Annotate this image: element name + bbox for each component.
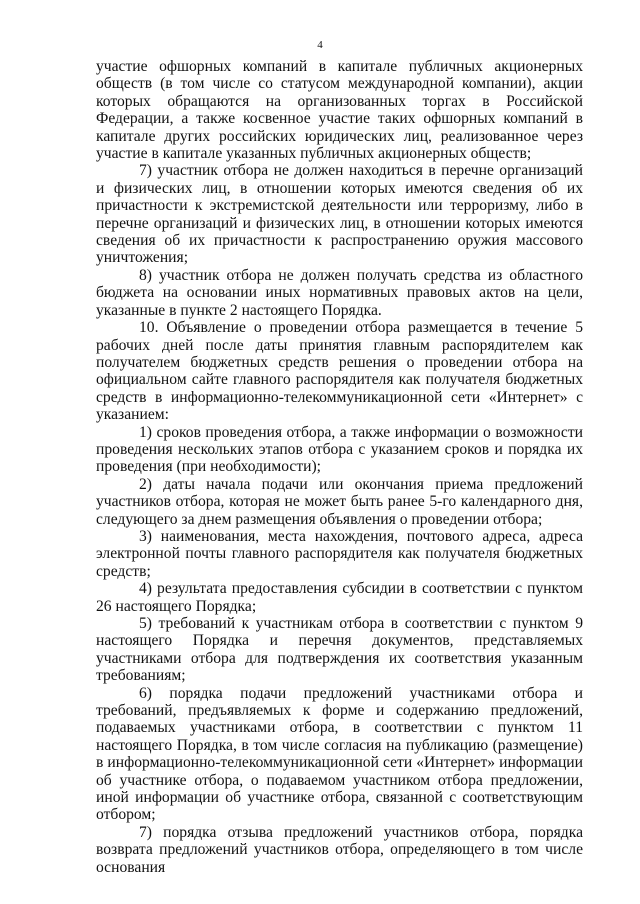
paragraph-section-10-announcement: 10. Объявление о проведении отбора размещается в течение 5 рабочих дней после даты принятия главным распорядителем как получателем бюджетных средств решения о проведении отбора на официальном сайте главного распорядителя как получателя бюджетных средств в информационно-телекоммуникационной сети «Интернет» с указанием: (96, 319, 583, 424)
document-body (96, 58, 583, 876)
paragraph-item-2-dates: 2) даты начала подачи или окончания приема предложений участников отбора, которая не может быть ранее 5-го календарного дня, следующего за днем размещения объявления о проведении отбора; (96, 475, 583, 528)
paragraph-item-1-timing: 1) сроков проведения отбора, а также информации о возможности проведения нескольких этапов отбора с указанием сроков и порядка их проведения (при необходимости); (96, 423, 583, 476)
page-number: 4 (317, 39, 323, 51)
paragraph-item-7-extremism-list: 7) участник отбора не должен находиться в перечне организаций и физических лиц, в отношении которых имеются сведения об их причастности к экстремистской деятельности или терроризму, либо в перечне организаций и физических лиц, в отношении которых имеются сведения об их причастности к распространению оружия массового уничтожения; (96, 162, 583, 267)
paragraph-offshore-participation: участие офшорных компаний в капитале публичных акционерных обществ (в том числе со статусом международной компании), акции которых обращаются на организованных торгах в Российской Федерации, а также косвенное участие таких офшорных компаний в капитале других российских юридических лиц, реализованное через участие в капитале указанных публичных акционерных обществ; (96, 58, 583, 163)
paragraph-item-5-requirements: 5) требований к участникам отбора в соответствии с пунктом 9 настоящего Порядка и перечня документов, представляемых участниками отбора для подтверждения их соответствия указанным требованиям; (96, 615, 583, 685)
paragraph-item-4-result: 4) результата предоставления субсидии в соответствии с пунктом 26 настоящего Порядка; (96, 580, 583, 615)
paragraph-item-7-withdrawal: 7) порядка отзыва предложений участников отбора, порядка возврата предложений участников отбора, определяющего в том числе основания (96, 823, 583, 876)
paragraph-item-6-submission-order: 6) порядка подачи предложений участниками отбора и требований, предъявляемых к форме и содержанию предложений, подаваемых участниками отбора, в соответствии с пунктом 11 настоящего Порядка, в том числе согласия на публикацию (размещение) в информационно-телекоммуникационной сети «Интернет» информации об участнике отбора, о подаваемом участником отбора предложении, иной информации об участнике отбора, связанной с соответствующим отбором; (96, 684, 583, 824)
paragraph-item-8-regional-budget: 8) участник отбора не должен получать средства из областного бюджета на основании иных нормативных правовых актов на цели, указанные в пункте 2 настоящего Порядка. (96, 266, 583, 319)
paragraph-item-3-contacts: 3) наименования, места нахождения, почтового адреса, адреса электронной почты главного распорядителя как получателя бюджетных средств; (96, 527, 583, 580)
